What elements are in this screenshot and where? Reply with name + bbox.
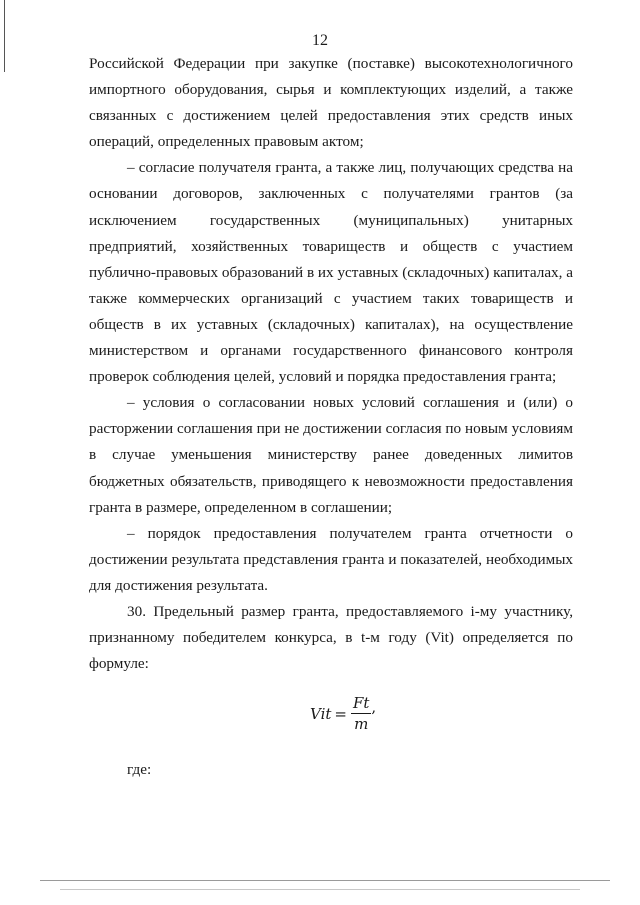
paragraph-grant-consent: – согласие получателя гранта, а также лиц, получающих средства на основании договоров, заключенных с получателями грантов (за исключением государственных (муниципальных) унитарных предприятий, хозяйственных товариществ и обществ с участием публично-правовых образований в их уставных (складочных) капиталах, а также коммерческих организаций с участием таких товариществ и обществ в их уставных (складочных) капиталах), на осуществление министерством и органами государственного финансового контроля проверок соблюдения целей, условий и порядка предоставления гранта;	[89, 159, 573, 386]
document-body	[89, 51, 573, 677]
where-label: где:	[127, 761, 152, 778]
formula-trailing-comma: ,	[371, 698, 377, 716]
page-number: 12	[312, 32, 328, 49]
formula-numerator: Ft	[352, 694, 370, 712]
paragraph-section-30: 30. Предельный размер гранта, предоставляемого i-му участнику, признанному победителем конкурса, в t-м году (Vit) определяется по формуле:	[89, 602, 573, 673]
formula-fraction	[351, 694, 371, 733]
paragraph-agreement-conditions: – условия о согласовании новых условий соглашения и (или) о расторжении соглашения при не достижении согласия по новым условиям в случае уменьшения министерству ранее доведенных лимитов бюджетных обязательств, приводящего к невозможности предоставления гранта в размере, определенном в соглашении;	[89, 394, 573, 516]
grant-limit-formula	[310, 694, 376, 733]
formula-lhs: Vit	[310, 704, 332, 723]
paragraph-reporting-procedure: – порядок предоставления получателем гранта отчетности о достижении результата представления гранта и показателей, необходимых для достижения результата.	[89, 524, 573, 594]
paragraph-continuation: Российской Федерации при закупке (поставке) высокотехнологичного импортного оборудования, сырья и комплектующих изделий, а также связанных с достижением целей предоставления этих средств иных операций, определенных правовым актом;	[89, 55, 573, 151]
formula-equals: =	[334, 704, 347, 723]
formula-denominator: m	[354, 715, 369, 733]
scan-edge-bottom	[40, 880, 610, 881]
scan-edge-bottom-faint	[60, 889, 580, 890]
